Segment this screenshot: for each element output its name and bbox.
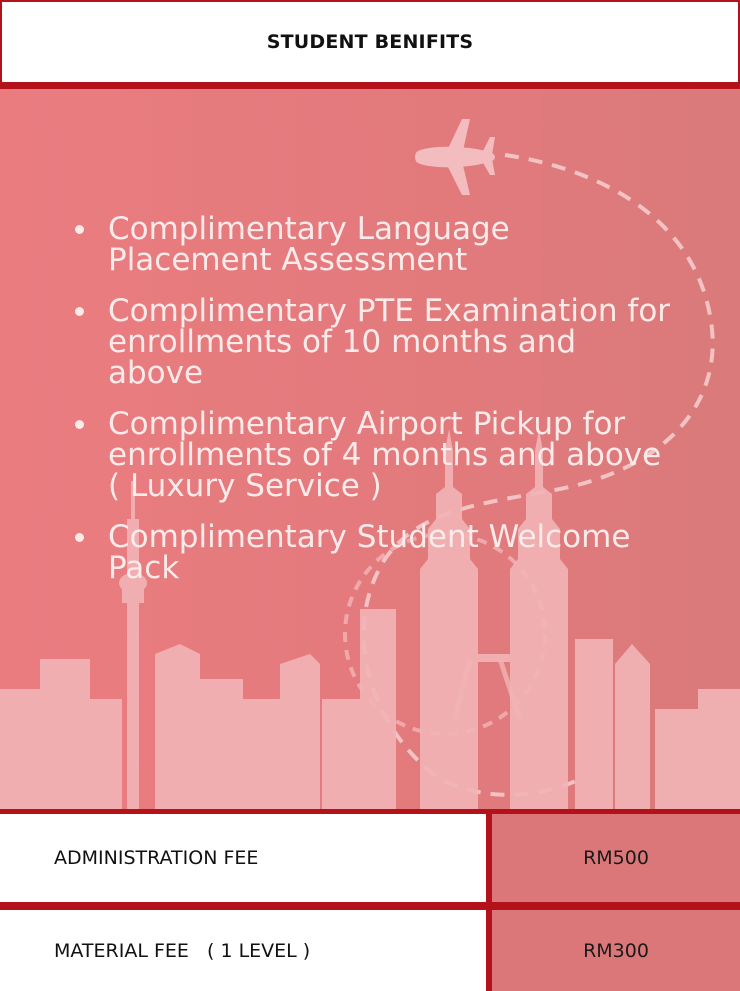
bullet-icon (75, 307, 84, 316)
benefits-list (72, 211, 712, 604)
benefit-pte-examination (72, 293, 712, 391)
fee-amount-cell (492, 910, 740, 991)
bullet-icon (75, 533, 84, 542)
benefit-line: ( Luxury Service ) (108, 468, 382, 504)
benefit-line: Complimentary Student Welcome (108, 519, 631, 555)
bullet-icon (75, 225, 84, 234)
header-bar (0, 0, 740, 84)
benefit-line: Pack (108, 550, 180, 586)
bullet-icon (75, 420, 84, 429)
benefit-welcome-pack (72, 519, 712, 586)
airplane-icon (415, 119, 495, 195)
benefit-language-assessment (72, 211, 712, 278)
benefit-line: Complimentary Airport Pickup for (108, 406, 626, 442)
benefit-airport-pickup (72, 406, 712, 504)
benefits-panel (0, 84, 740, 814)
fee-amount: RM300 (583, 939, 649, 962)
fee-row-administration (0, 814, 740, 902)
benefit-line: enrollments of 10 months and (108, 324, 577, 360)
benefit-line: Complimentary Language (108, 211, 510, 247)
page-title: STUDENT BENIFITS (266, 31, 474, 53)
fee-divider (0, 902, 740, 910)
fee-amount-cell (492, 814, 740, 902)
fee-label: ADMINISTRATION FEE (54, 847, 259, 869)
fee-amount: RM500 (583, 847, 649, 869)
fee-label: MATERIAL FEE ( 1 LEVEL ) (54, 939, 311, 962)
benefit-line: enrollments of 4 months and above (108, 437, 662, 473)
fee-row-material (0, 910, 740, 991)
fee-label-cell (0, 814, 492, 902)
benefit-line: above (108, 355, 204, 391)
fee-label-cell (0, 910, 492, 991)
benefit-line: Complimentary PTE Examination for (108, 293, 671, 329)
benefit-line: Placement Assessment (108, 242, 468, 278)
